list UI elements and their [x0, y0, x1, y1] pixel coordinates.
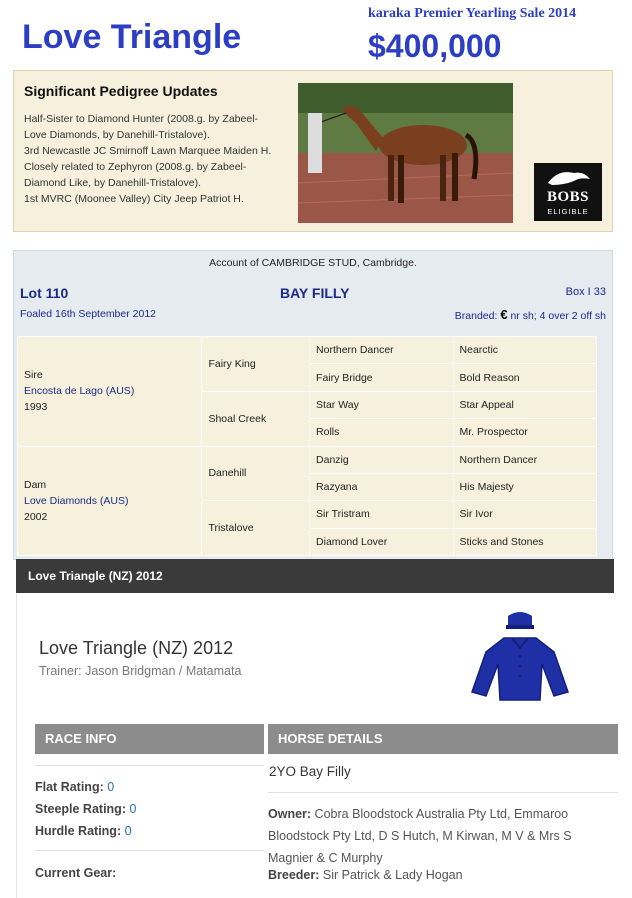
breeder-value: Sir Patrick & Lady Hogan [322, 868, 463, 882]
divider [35, 850, 264, 851]
great-great-cell: Nearctic [453, 337, 596, 364]
badge-main: BOBS [546, 189, 590, 205]
flat-rating-value: 0 [107, 780, 115, 794]
great-grandparent-cell: Sir Tristram [310, 501, 453, 528]
great-grandparent-cell: Star Way [310, 391, 453, 418]
steeple-rating-label: Steeple Rating: [35, 802, 126, 816]
dam-name-link[interactable]: Love Diamonds (AUS) [24, 494, 129, 507]
profile-title-bar [16, 559, 614, 593]
sale-price: $400,000 [368, 28, 502, 64]
horse-details-heading: HORSE DETAILS [278, 731, 383, 746]
horse-head-icon [534, 163, 602, 191]
update-line: 3rd Newcastle JC Smirnoff Lawn Marquee Maiden H. [24, 145, 272, 157]
sire-cell [18, 337, 202, 447]
box-number: Box I 33 [565, 286, 606, 298]
hurdle-rating-label: Hurdle Rating: [35, 824, 122, 838]
bobs-eligible-badge [534, 163, 602, 221]
profile-bar-title: Love Triangle (NZ) 2012 [28, 569, 163, 583]
great-grandparent-cell: Danzig [310, 446, 453, 473]
branded-label: Branded: [454, 310, 498, 322]
dam-cell [18, 446, 202, 556]
update-line: Half-Sister to Diamond Hunter (2008.g. by Zabeel-Love Diamonds, by Danehill-Tristalove). [24, 113, 259, 141]
pedigree-table [17, 336, 597, 556]
great-great-cell: Mr. Prospector [453, 419, 596, 446]
great-grandparent-cell: Fairy Bridge [310, 364, 453, 391]
lot-panel [13, 250, 613, 560]
sire-role: Sire [24, 369, 43, 382]
great-great-cell: Sticks and Stones [453, 528, 596, 555]
horse-details-header [268, 724, 618, 754]
flat-rating [35, 780, 114, 794]
sale-name: karaka Premier Yearling Sale 2014 [368, 6, 577, 21]
brand-mark-icon: € [500, 307, 508, 322]
great-grandparent-cell: Diamond Lover [310, 528, 453, 555]
badge-sub: ELIGIBLE [547, 207, 589, 216]
divider [268, 792, 618, 793]
update-line: Closely related to Zephyron (2008.g. by Zabeel-Diamond Like, by Danehill-Tristalove). [24, 161, 247, 189]
jockey-silks-icon [470, 608, 570, 708]
horse-sex: BAY FILLY [280, 285, 350, 301]
grandparent-cell: Shoal Creek [202, 391, 310, 446]
divider [35, 765, 264, 766]
branded-value: nr sh; 4 over 2 off sh [510, 310, 606, 322]
dam-year: 2002 [24, 510, 48, 523]
hurdle-rating-value: 0 [124, 824, 132, 838]
pedigree-updates-panel [13, 70, 613, 232]
grandparent-cell: Fairy King [202, 337, 310, 392]
branded-info [455, 307, 606, 322]
great-great-cell: His Majesty [453, 473, 596, 500]
great-grandparent-cell: Razyana [310, 473, 453, 500]
breeder-info [268, 868, 463, 882]
race-info-header [35, 724, 264, 754]
steeple-rating-value: 0 [129, 802, 137, 816]
great-great-cell: Bold Reason [453, 364, 596, 391]
breeder-label: Breeder: [268, 868, 320, 882]
update-line: 1st MVRC (Moonee Valley) City Jeep Patriot H. [24, 193, 244, 205]
great-great-link[interactable]: Northern Dancer [453, 446, 596, 473]
grandparent-cell: Tristalove [202, 501, 310, 556]
grandparent-cell: Danehill [202, 446, 310, 501]
hurdle-rating [35, 824, 132, 838]
sire-name-link[interactable]: Encosta de Lago (AUS) [24, 385, 135, 398]
updates-title: Significant Pedigree Updates [24, 83, 218, 99]
updates-text [24, 111, 279, 207]
age-sex: 2YO Bay Filly [269, 764, 351, 779]
sire-year: 1993 [24, 401, 48, 414]
current-gear-label: Current Gear: [35, 866, 117, 880]
flat-rating-label: Flat Rating: [35, 780, 104, 794]
great-grandparent-link[interactable]: Northern Dancer [310, 337, 453, 364]
profile-name: Love Triangle (NZ) 2012 [39, 638, 234, 658]
race-info-heading: RACE INFO [45, 731, 117, 746]
foaled-date: Foaled 16th September 2012 [20, 308, 157, 320]
great-grandparent-cell: Rolls [310, 419, 453, 446]
dam-role: Dam [24, 478, 47, 491]
steeple-rating [35, 802, 136, 816]
owner-value: Cobra Bloodstock Australia Pty Ltd, Emmaroo Bloodstock Pty Ltd, D S Hutch, M Kirwan, M V & Mrs S Magnier & C Murphy [268, 807, 572, 865]
horse-icon [298, 83, 513, 223]
horse-photo [298, 83, 513, 223]
great-great-cell: Sir Ivor [453, 501, 596, 528]
lot-number: Lot 110 [20, 285, 69, 301]
great-great-cell: Star Appeal [453, 391, 596, 418]
trainer-line: Trainer: Jason Bridgman / Matamata [39, 664, 242, 678]
horse-title: Love Triangle [22, 18, 242, 56]
owner-info [268, 803, 613, 869]
owner-label: Owner: [268, 807, 312, 821]
account-line: Account of CAMBRIDGE STUD, Cambridge. [209, 257, 417, 269]
